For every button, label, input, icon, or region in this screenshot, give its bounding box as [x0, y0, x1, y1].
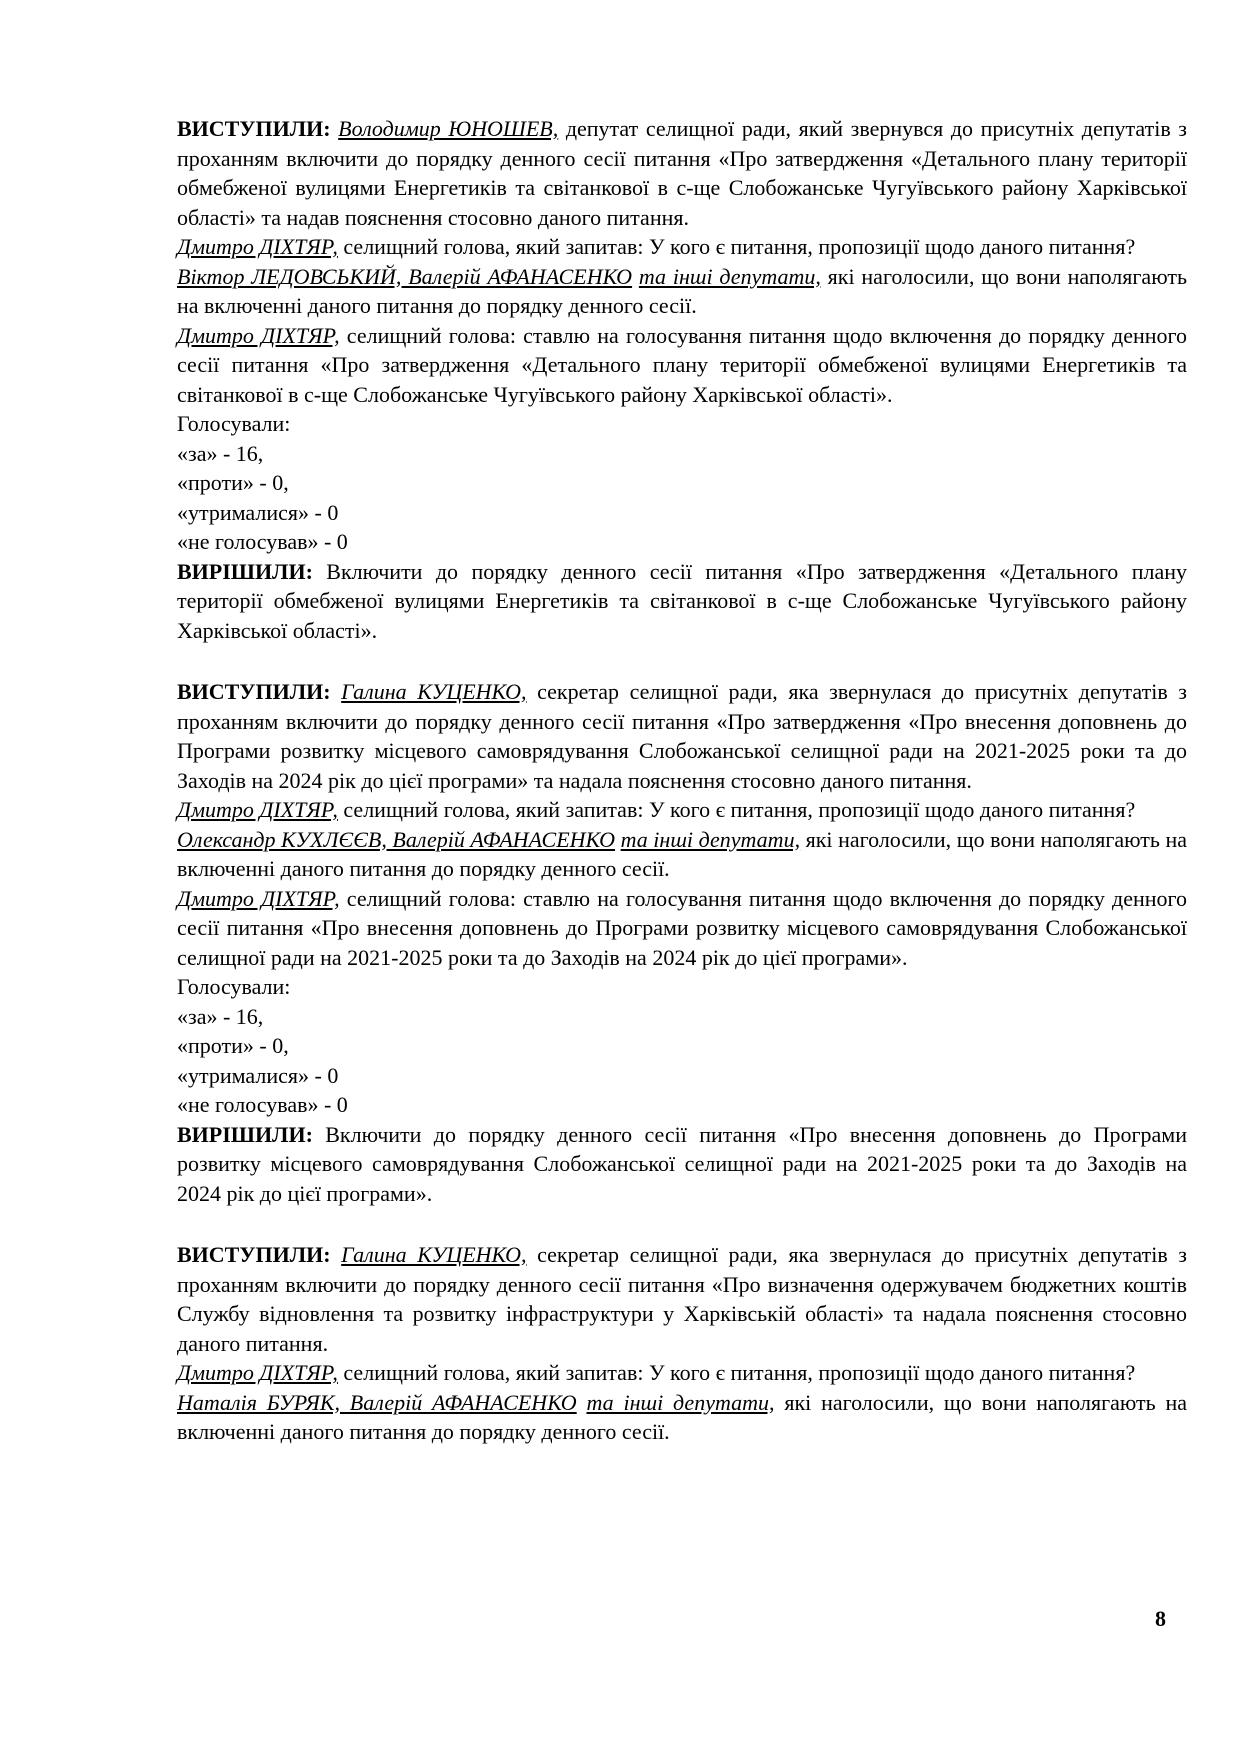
votes-block: [177, 972, 1187, 1120]
votes-against: «проти» - 0,: [177, 1033, 289, 1058]
decision-label: ВИРІШИЛИ:: [177, 558, 313, 584]
speaker-name: Галина КУЦЕНКО,: [341, 1242, 527, 1267]
votes-for: «за» - 16,: [177, 440, 264, 466]
agenda-section: [177, 1240, 1187, 1447]
decision-paragraph: [177, 557, 1187, 646]
supporters-others: та інші депутати,: [586, 1389, 775, 1415]
speaker-name: Галина КУЦЕНКО,: [341, 679, 527, 704]
chair-name: Дмитро ДІХТЯР,: [177, 234, 338, 259]
speaker-paragraph: [177, 114, 1187, 232]
speaker-label: ВИСТУПИЛИ:: [177, 116, 331, 141]
chair-name: Дмитро ДІХТЯР,: [177, 797, 338, 822]
decision-paragraph: [177, 1120, 1187, 1209]
question-text: селищний голова, який запитав: У кого є питання, пропозиції щодо даного питання?: [337, 797, 1136, 822]
speaker-text: депутат селищної ради, який звернувся до присутніх депутатів з проханням включити до порядку денного сесії питання «Про затвердження «Детального плану території обмебженої вулицями Енергетиків та світанкової в с-ще Слобожанське Чугуївського району Харківської області» та надав пояснення стосовно даного питання.: [177, 116, 1187, 230]
votes-not-voted: «не голосував» - 0: [177, 1092, 348, 1117]
section-gap: [177, 1208, 1187, 1240]
votes-abstained: «утрималися» - 0: [177, 1062, 339, 1088]
speaker-label: ВИСТУПИЛИ:: [177, 1242, 331, 1267]
section-gap: [177, 645, 1187, 677]
decision-label: ВИРІШИЛИ:: [177, 1121, 313, 1147]
supporters-names: Олександр КУХЛЄЄВ, Валерій АФАНАСЕНКО: [177, 826, 616, 852]
page-number: 8: [1155, 1606, 1166, 1631]
support-paragraph: [177, 825, 1187, 884]
vote-call-text: селищний голова: ставлю на голосування питання щодо включення до порядку денного сесії питання «Про внесення доповнень до Програми розвитку місцевого самоврядування Слобожанської селищної ради на 2021-2025 роки та до Заходів на 2024 рік до цієї програми».: [177, 885, 1187, 970]
question-text: селищний голова, який запитав: У кого є питання, пропозиції щодо даного питання?: [337, 234, 1136, 259]
speaker-paragraph: [177, 677, 1187, 795]
chair-name: Дмитро ДІХТЯР,: [177, 322, 340, 348]
votes-against: «проти» - 0,: [177, 470, 289, 495]
speaker-name: Володимир ЮНОШЕВ,: [338, 116, 559, 141]
question-paragraph: [177, 1358, 1187, 1388]
vote-call-paragraph: [177, 321, 1187, 410]
votes-block: [177, 409, 1187, 557]
speaker-paragraph: [177, 1240, 1187, 1358]
supporters-names: Віктор ЛЕДОВСЬКИЙ, Валерій АФАНАСЕНКО: [177, 263, 633, 289]
support-text: які наголосили, що вони наполягають на включенні даного питання до порядку денного сесії.: [177, 1389, 1188, 1444]
document-page: [177, 114, 1187, 1447]
speaker-text: секретар селищної ради, яка звернулася до присутніх депутатів з проханням включити до порядку денного сесії питання «Про затвердження «Про внесення доповнень до Програми розвитку місцевого самоврядування Слобожанської селищної ради на 2021-2025 роки та до Заходів на 2024 рік до цієї програми» та надала пояснення стосовно даного питання.: [177, 679, 1187, 793]
agenda-section: [177, 114, 1187, 645]
votes-title: Голосували:: [177, 411, 291, 436]
question-text: селищний голова, який запитав: У кого є питання, пропозиції щодо даного питання?: [337, 1360, 1136, 1385]
supporters-names: Наталія БУРЯК, Валерій АФАНАСЕНКО: [177, 1389, 577, 1415]
support-paragraph: [177, 262, 1187, 321]
supporters-others: та інші депутати,: [638, 263, 821, 289]
votes-title: Голосували:: [177, 974, 291, 999]
speaker-label: ВИСТУПИЛИ:: [177, 679, 331, 704]
vote-call-text: селищний голова: ставлю на голосування питання щодо включення до порядку денного сесії питання «Про затвердження «Детального плану території обмебженої вулицями Енергетиків та світанкової в с-ще Слобожанське Чугуївського району Харківської області».: [177, 322, 1187, 407]
support-text: які наголосили, що вони наполягають на включенні даного питання до порядку денного сесії.: [177, 826, 1188, 881]
vote-call-paragraph: [177, 884, 1187, 973]
speaker-text: секретар селищної ради, яка звернулася до присутніх депутатів з проханням включити до порядку денного сесії питання «Про визначення одержувачем бюджетних коштів Службу відновлення та розвитку інфраструктури у Харківській області» та надала пояснення стосовно даного питання.: [177, 1242, 1187, 1356]
chair-name: Дмитро ДІХТЯР,: [177, 885, 340, 911]
agenda-section: [177, 677, 1187, 1208]
chair-name: Дмитро ДІХТЯР,: [177, 1360, 338, 1385]
support-paragraph: [177, 1388, 1187, 1447]
supporters-others: та інші депутати,: [620, 826, 801, 852]
votes-not-voted: «не голосував» - 0: [177, 529, 348, 554]
decision-text: Включити до порядку денного сесії питання «Про внесення доповнень до Програми розвитку місцевого самоврядування Слобожанської селищної ради на 2021-2025 роки та до Заходів на 2024 рік до цієї програми».: [177, 1121, 1187, 1206]
support-text: які наголосили, що вони наполягають на включенні даного питання до порядку денного сесії.: [177, 263, 1187, 318]
votes-for: «за» - 16,: [177, 1003, 264, 1029]
question-paragraph: [177, 232, 1187, 262]
decision-text: Включити до порядку денного сесії питання «Про затвердження «Детального плану території обмебженої вулицями Енергетиків та світанкової в с-ще Слобожанське Чугуївського району Харківської області».: [177, 558, 1187, 643]
question-paragraph: [177, 795, 1187, 825]
votes-abstained: «утрималися» - 0: [177, 499, 339, 525]
